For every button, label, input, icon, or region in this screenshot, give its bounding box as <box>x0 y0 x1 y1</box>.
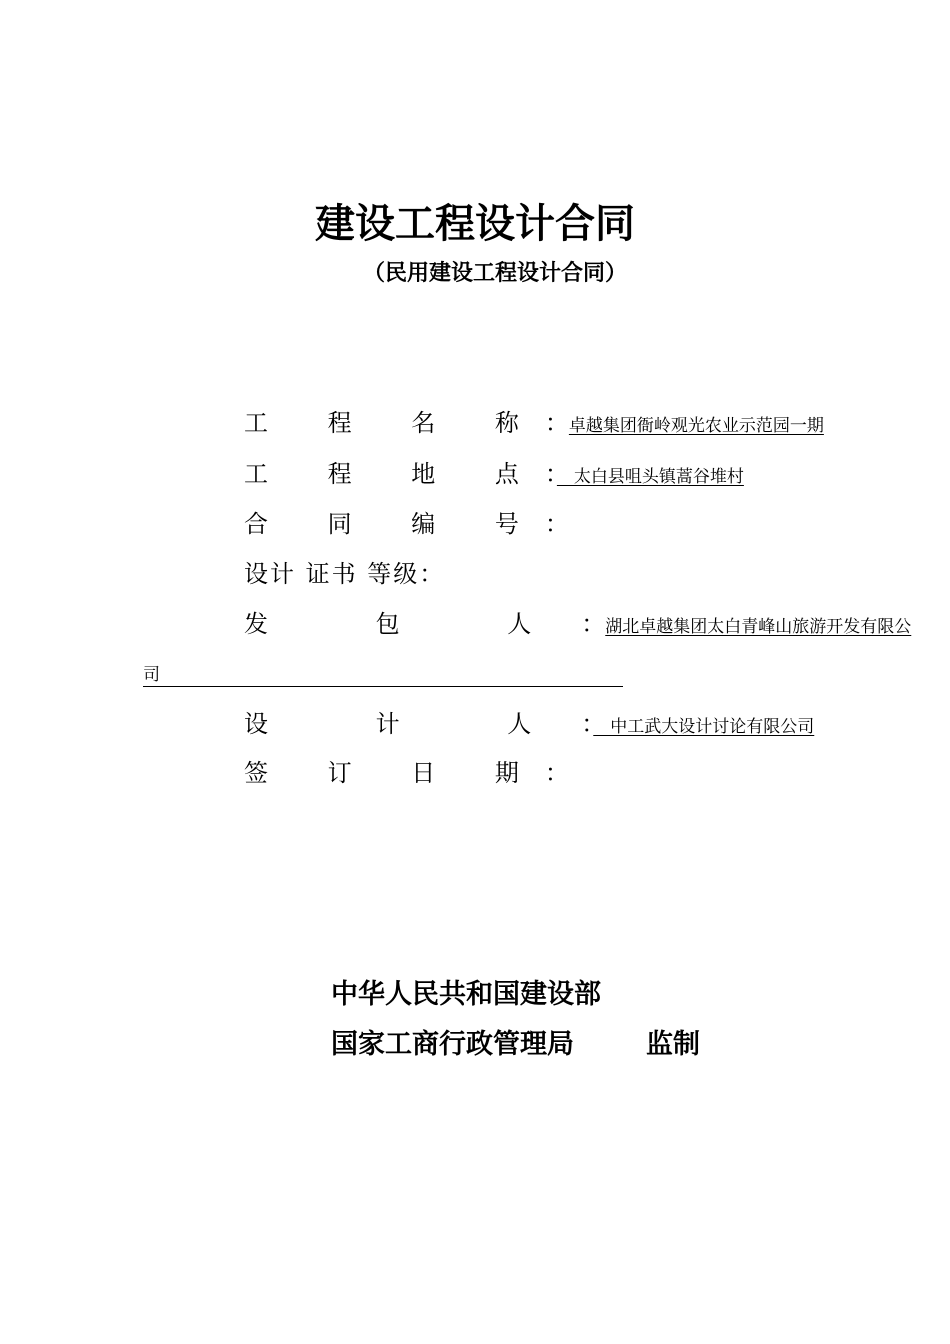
issuer-ministry: 中华人民共和国建设部 <box>331 979 601 1010</box>
field-colon: ： <box>419 560 444 588</box>
field-colon: ： <box>544 409 569 437</box>
document-title: 建设工程设计合同 <box>315 201 635 247</box>
field-colon: ： <box>544 460 557 488</box>
field-label: 工 程 名 称 <box>244 409 545 437</box>
field-project-location <box>244 458 744 490</box>
field-label: 签 订 日 期 <box>244 759 545 787</box>
client-value: 湖北卓越集团太白青峰山旅游开发有限公 <box>605 617 912 637</box>
field-project-name <box>244 407 824 439</box>
field-sign-date <box>244 757 569 789</box>
designer-value: 中工武大设计讨论有限公司 <box>593 717 815 737</box>
project-name-value: 卓越集团衙岭观光农业示范园一期 <box>568 416 824 436</box>
project-location-value: 太白县咀头镇蒿谷堆村 <box>556 467 744 487</box>
field-label: 发 包 人 <box>244 610 582 638</box>
field-contract-number <box>244 508 569 540</box>
document-subtitle: （民用建设工程设计合同） <box>362 261 627 286</box>
field-colon: ： <box>581 610 606 638</box>
field-colon: ： <box>544 510 569 538</box>
field-colon: ： <box>581 710 594 738</box>
supervise-label: 监制 <box>646 1029 700 1060</box>
field-designer <box>244 708 814 740</box>
field-client <box>244 608 911 640</box>
field-colon: ： <box>544 759 569 787</box>
field-label: 设 计 人 <box>244 710 582 738</box>
field-label: 工 程 地 点 <box>244 460 545 488</box>
field-design-cert-level <box>244 558 443 590</box>
client-value-continued: 司 <box>143 664 623 687</box>
field-label: 设计 证书 等级 <box>244 560 420 588</box>
issuer-administration: 国家工商行政管理局 <box>331 1029 574 1060</box>
field-label: 合 同 编 号 <box>244 510 545 538</box>
